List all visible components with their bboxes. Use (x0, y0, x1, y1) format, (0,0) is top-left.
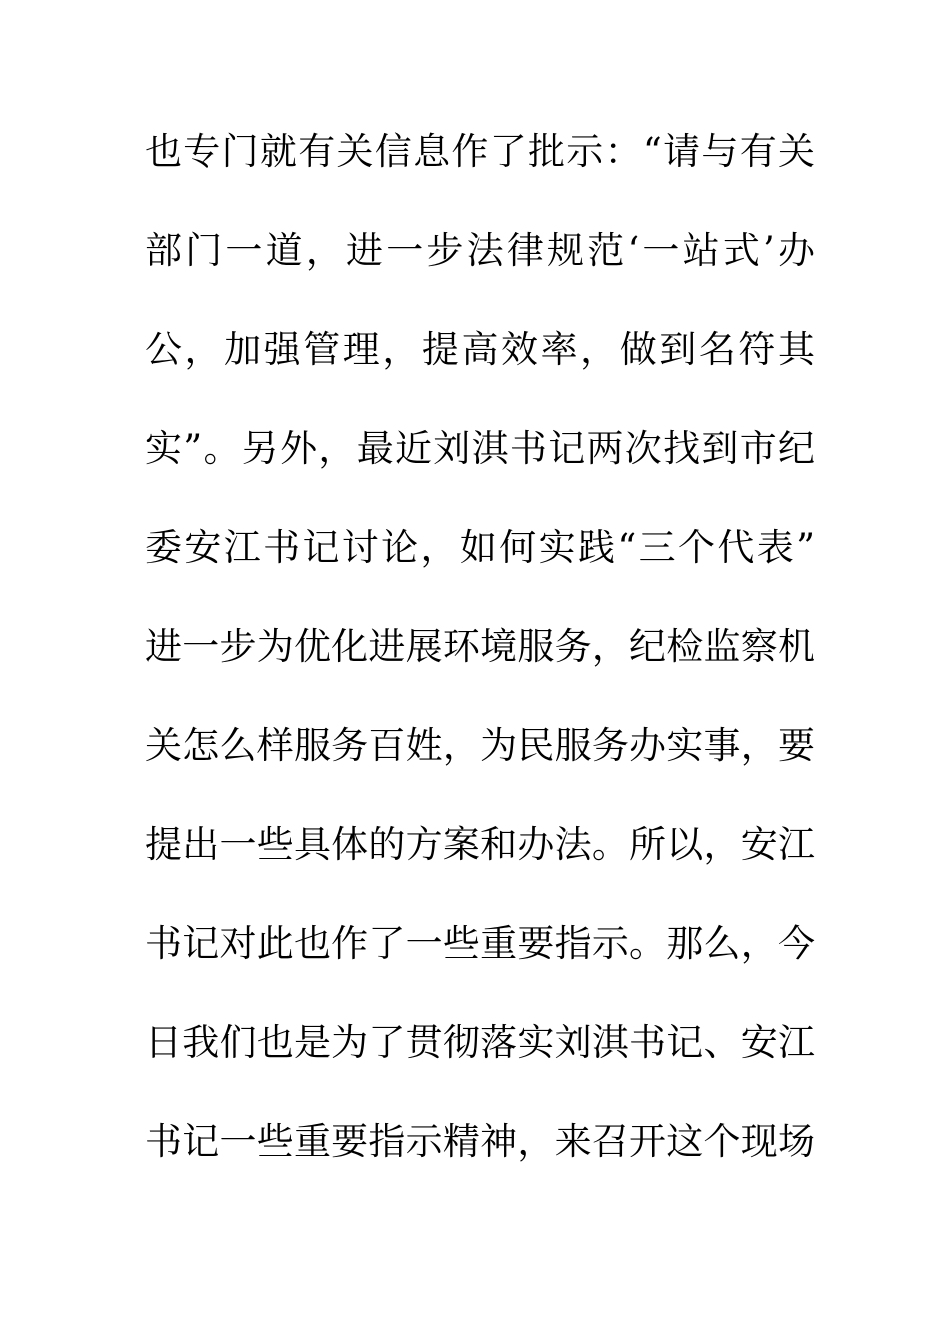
text-line-7: 关怎么样服务百姓，为民服务办实事，要 (145, 724, 815, 767)
text-line-4: 实”。另外，最近刘淇书记两次找到市纪 (145, 427, 815, 470)
text-line-9: 书记对此也作了一些重要指示。那么，今 (145, 922, 815, 965)
text-line-11: 书记一些重要指示精神，来召开这个现场 (145, 1120, 815, 1163)
text-line-1: 也专门就有关信息作了批示：“请与有关 (145, 130, 815, 173)
body-text (145, 122, 815, 1211)
text-line-10: 日我们也是为了贯彻落实刘淇书记、安江 (145, 1021, 815, 1064)
text-line-2: 部门一道，进一步法律规范‘一站式’办 (145, 229, 815, 272)
text-line-5: 委安江书记讨论，如何实践“三个代表” (145, 526, 815, 569)
text-line-6: 进一步为优化进展环境服务，纪检监察机 (145, 625, 815, 668)
text-line-8: 提出一些具体的方案和办法。所以，安江 (145, 823, 815, 866)
text-line-3: 公，加强管理，提高效率，做到名符其 (145, 328, 815, 371)
